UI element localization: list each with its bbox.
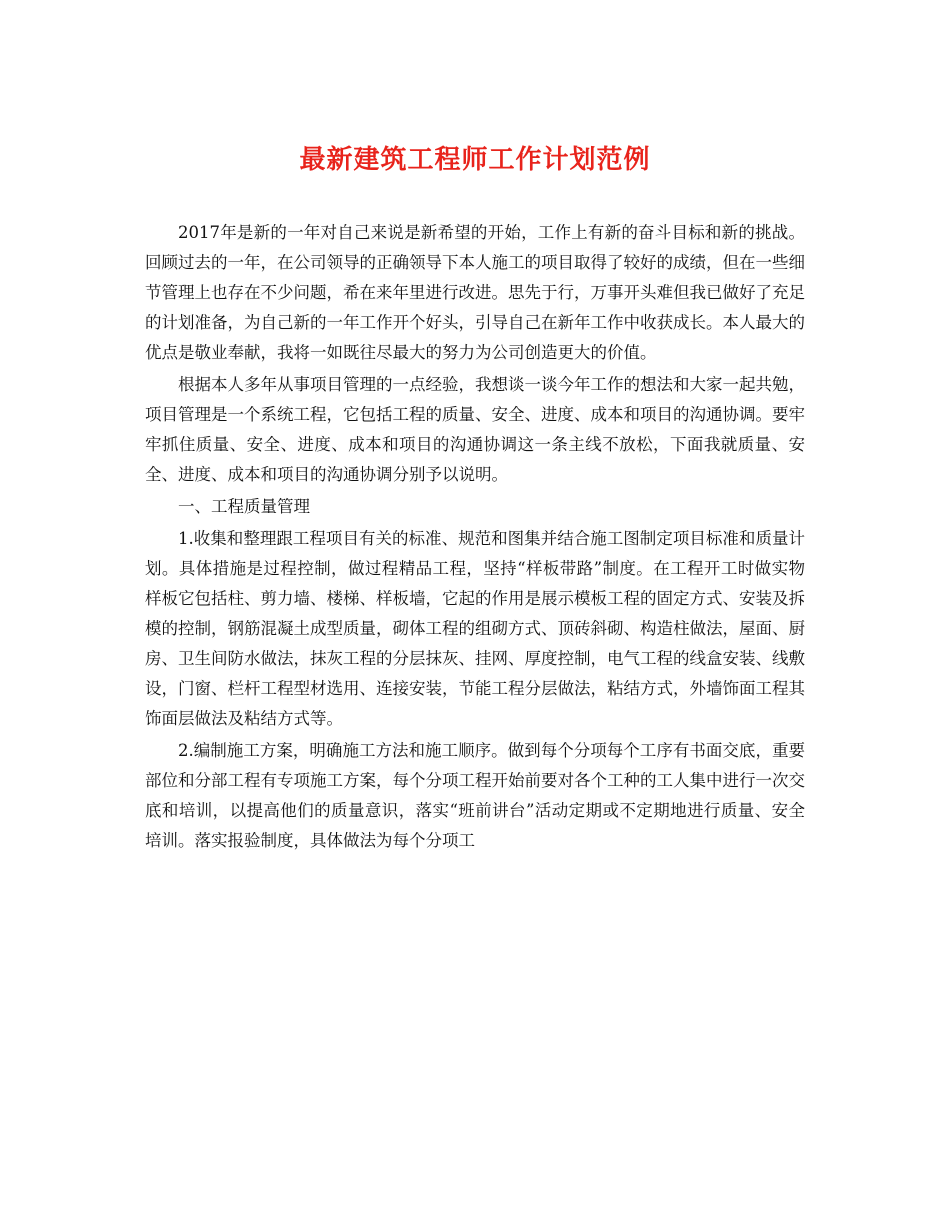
- document-title: 最新建筑工程师工作计划范例: [299, 145, 651, 175]
- section-heading-quality: 一、工程质量管理: [178, 497, 310, 516]
- paragraph-overview: 根据本人多年从事项目管理的一点经验，我想谈一谈今年工作的想法和大家一起共勉，项目管理是一个系统工程，它包括工程的质量、安全、进度、成本和项目的沟通协调。要牢牢抓住质量、安全、进度、成本和项目的沟通协调这一条主线不放松，下面我就质量、安全、进度、成本和项目的沟通协调分别予以说明。: [145, 375, 805, 484]
- document-body: [145, 218, 805, 858]
- paragraph-intro: 2017年是新的一年对自己来说是新希望的开始，工作上有新的奋斗目标和新的挑战。回顾过去的一年，在公司领导的正确领导下本人施工的项目取得了较好的成绩，但在一些细节管理上也存在不少问题，希在来年里进行改进。思先于行，万事开头难但我已做好了充足的计划准备，为自己新的一年工作开个好头，引导自己在新年工作中收获成长。本人最大的优点是敬业奉献，我将一如既往尽最大的努力为公司创造更大的价值。: [145, 223, 805, 362]
- paragraph-item-2: 2.编制施工方案，明确施工方法和施工顺序。做到每个分项每个工序有书面交底，重要部位和分部工程有专项施工方案，每个分项工程开始前要对各个工种的工人集中进行一次交底和培训，以提高他们的质量意识，落实“班前讲台”活动定期或不定期地进行质量、安全培训。落实报验制度，具体做法为每个分项工: [145, 741, 805, 850]
- paragraph-item-1: 1.收集和整理跟工程项目有关的标准、规范和图集并结合施工图制定项目标准和质量计划。具体措施是过程控制，做过程精品工程，坚持“样板带路”制度。在工程开工时做实物样板它包括柱、剪力墙、楼梯、样板墙，它起的作用是展示模板工程的固定方式、安装及拆模的控制，钢筋混凝土成型质量，砌体工程的组砌方式、顶砖斜砌、构造柱做法，屋面、厨房、卫生间防水做法，抹灰工程的分层抹灰、挂网、厚度控制，电气工程的线盒安装、线敷设，门窗、栏杆工程型材选用、连接安装，节能工程分层做法，粘结方式，外墙饰面工程其饰面层做法及粘结方式等。: [145, 529, 805, 728]
